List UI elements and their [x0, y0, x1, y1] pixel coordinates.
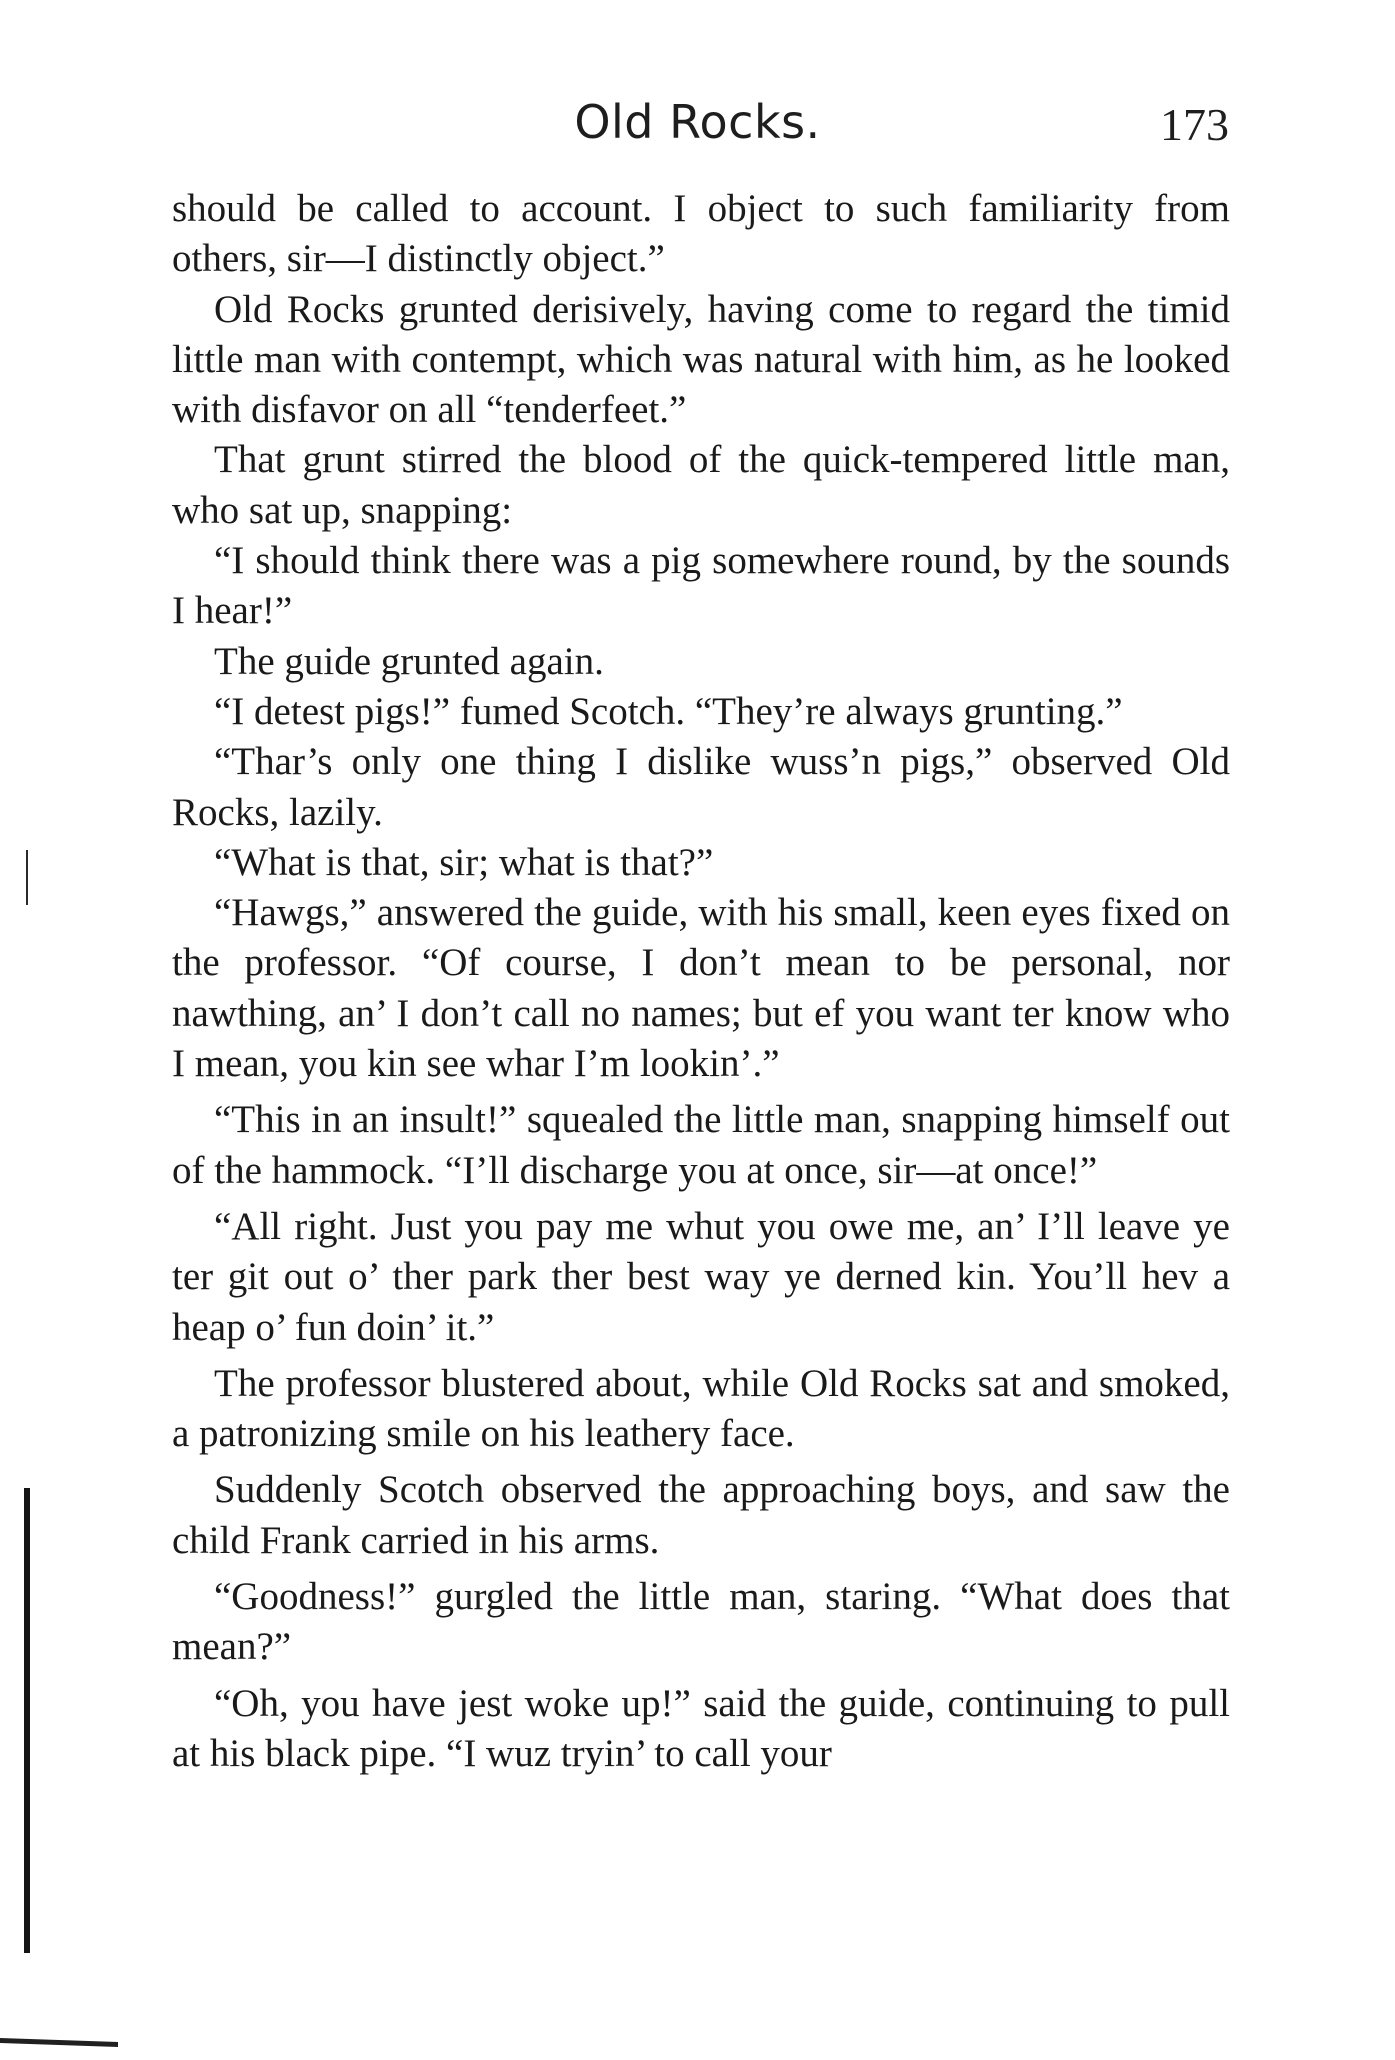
paragraph: Old Rocks grunted derisively, having come to regard the timid little man with contempt, which was natural with him, as he looked with disfavor on all “tenderfeet.”	[172, 287, 1230, 432]
paragraph: “I should think there was a pig somewhere round, by the sounds I hear!”	[172, 539, 1230, 633]
paragraph: “Goodness!” gurgled the little man, staring. “What does that mean?”	[172, 1575, 1230, 1669]
paragraph: “I detest pigs!” fumed Scotch. “They’re always grunting.”	[214, 689, 1123, 733]
paragraph: “What is that, sir; what is that?”	[214, 840, 714, 884]
paragraph: should be called to account. I object to such familiarity from others, sir—I distinctly object.”	[172, 187, 1230, 281]
running-title: Old Rocks.	[574, 95, 821, 149]
paragraph: “All right. Just you pay me whut you owe me, an’ I’ll leave ye ter git out o’ ther park ther best way ye derned kin. You’ll hev a heap o’ fun doin’ it.”	[172, 1204, 1230, 1349]
paragraph: The professor blustered about, while Old Rocks sat and smoked, a patronizing smile on his leathery face.	[172, 1361, 1230, 1456]
paragraph: “Thar’s only one thing I dislike wuss’n pigs,” observed Old Rocks, lazily.	[172, 740, 1230, 834]
page-number: 173	[1160, 99, 1229, 150]
scan-edge-mark	[26, 850, 28, 905]
paragraph: “Oh, you have jest woke up!” said the guide, continuing to pull at his black pipe. “I wuz tryin’ to call your	[172, 1681, 1230, 1775]
paragraph: The guide grunted again.	[214, 639, 604, 683]
scan-edge-mark	[24, 1488, 30, 1953]
paragraph: Suddenly Scotch observed the approaching boys, and saw the child Frank carried in his arms.	[172, 1468, 1230, 1562]
body-text	[172, 184, 1230, 1779]
scan-edge-mark	[0, 2038, 118, 2047]
paragraph: That grunt stirred the blood of the quick-tempered little man, who sat up, snapping:	[172, 438, 1230, 532]
paragraph: “This in an insult!” squealed the little man, snapping himself out of the hammock. “I’ll discharge you at once, sir—at once!”	[172, 1098, 1230, 1192]
paragraph: “Hawgs,” answered the guide, with his small, keen eyes fixed on the professor. “Of course, I don’t mean to be personal, nor nawthing, an’ I don’t call no names; but ef you want ter know who I mean, you kin see whar I’m lookin’.”	[172, 891, 1230, 1086]
